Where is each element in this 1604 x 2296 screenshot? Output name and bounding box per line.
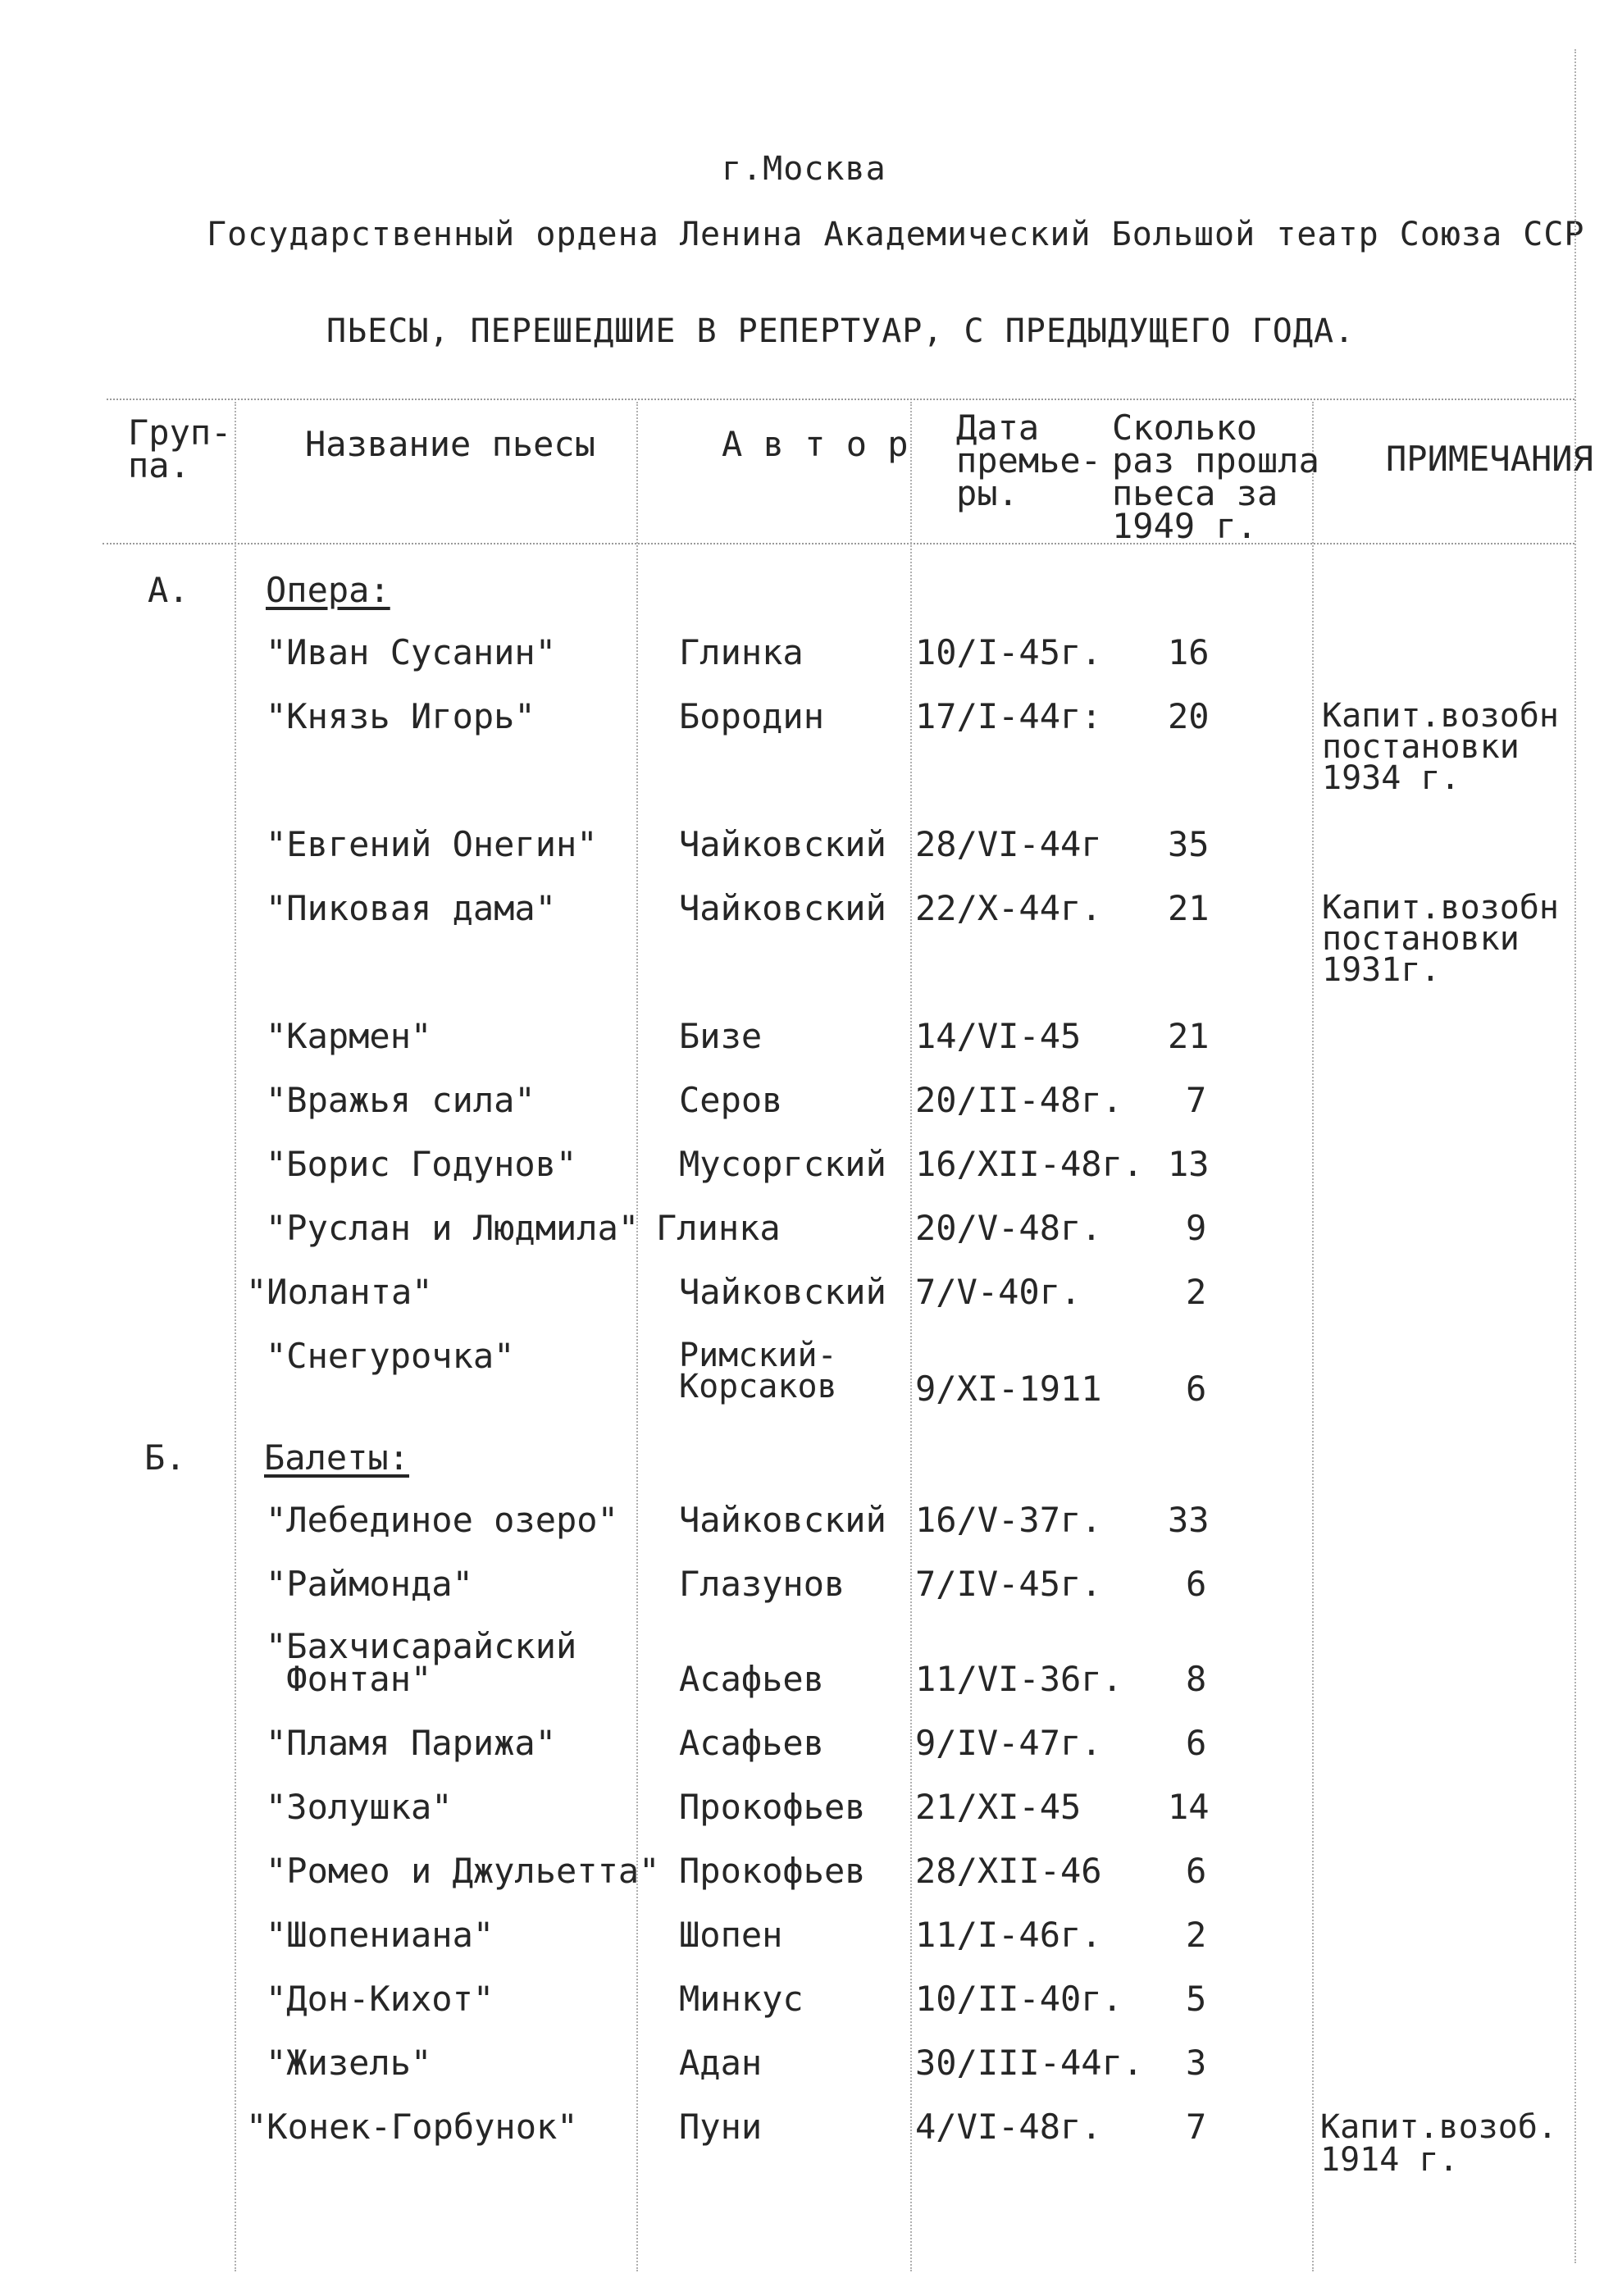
performance-count: 13 [1168, 1144, 1210, 1184]
premiere-date: 28/VI-44г [915, 824, 1102, 864]
table-top-rule [107, 399, 1574, 400]
premiere-date: 4/VI-48г. [915, 2107, 1102, 2147]
play-author: Бородин [679, 696, 825, 736]
premiere-date: 14/VI-45 [915, 1016, 1082, 1056]
performance-count: 7 [1186, 1080, 1207, 1120]
play-author: Чайковский [679, 1500, 886, 1540]
play-title: "Евгений Онегин" [266, 824, 598, 864]
premiere-date: 11/I-46г. [915, 1915, 1102, 1955]
play-title: "Раймонда" [266, 1564, 473, 1604]
performance-count: 8 [1186, 1659, 1207, 1699]
play-title: "Кармен" [266, 1016, 432, 1056]
play-title: "Шопениана" [266, 1915, 494, 1955]
premiere-date: 20/II-48г. [915, 1080, 1123, 1120]
performance-count: 21 [1168, 888, 1210, 928]
play-title: "Иоланта" [246, 1272, 433, 1312]
column-header-notes: ПРИМЕЧАНИЯ [1386, 439, 1593, 479]
play-title: "Ромео и Джульетта" [266, 1851, 660, 1891]
performance-count: 6 [1186, 1851, 1207, 1891]
performance-count: 7 [1186, 2107, 1207, 2147]
play-title: "Борис Годунов" [266, 1144, 577, 1184]
column-header-premiere: Дата премье- ры. [956, 408, 1102, 513]
document-title: ПЬЕСЫ, ПЕРЕШЕДШИЕ В РЕПЕРТУАР, С ПРЕДЫДУЩЕГО ГОДА. [326, 312, 1356, 350]
premiere-date: 20/V-48г. [915, 1208, 1102, 1248]
premiere-date: 28/XII-46 [915, 1851, 1102, 1891]
play-author: Глазунов [679, 1564, 845, 1604]
play-author: Чайковский [679, 888, 886, 928]
play-author: Серов [679, 1080, 783, 1120]
column-header-title: Название пьесы [305, 424, 596, 464]
premiere-date: 7/V-40г. [915, 1272, 1082, 1312]
column-header-count: Сколько раз прошла пьеса за 1949 г. [1112, 408, 1319, 546]
performance-count: 5 [1186, 1979, 1207, 2019]
performance-count: 14 [1168, 1787, 1210, 1827]
column-divider-2 [636, 402, 638, 2271]
premiere-date: 9/IV-47г. [915, 1723, 1102, 1763]
city: г.Москва [722, 150, 886, 188]
note: Капит.возобн постановки 1931г. [1322, 889, 1559, 989]
play-author: Чайковский [679, 1272, 886, 1312]
play-author: Глинка [656, 1208, 781, 1248]
premiere-date: 16/XII-48г. [915, 1144, 1144, 1184]
play-author: Бизе [679, 1016, 763, 1056]
performance-count: 35 [1168, 824, 1210, 864]
play-author: Глинка [679, 632, 804, 672]
play-title: "Снегурочка" [266, 1336, 515, 1376]
play-title: "Руслан и Людмила" [266, 1208, 640, 1248]
play-title: "Князь Игорь" [266, 696, 535, 736]
performance-count: 21 [1168, 1016, 1210, 1056]
play-title: "Иван Сусанин" [266, 632, 557, 672]
performance-count: 6 [1186, 1723, 1207, 1763]
right-edge-rule [1574, 49, 1576, 2263]
column-divider-4 [1312, 402, 1314, 2271]
column-header-group: Груп- па. [128, 412, 232, 485]
performance-count: 9 [1186, 1208, 1207, 1248]
play-title: "Дон-Кихот" [266, 1979, 494, 2019]
performance-count: 20 [1168, 696, 1210, 736]
play-title: "Золушка" [266, 1787, 453, 1827]
performance-count: 6 [1186, 1564, 1207, 1604]
play-title: "Пламя Парижа" [266, 1723, 557, 1763]
premiere-date: 30/III-44г. [915, 2043, 1144, 2083]
column-divider-3 [910, 402, 912, 2271]
play-author: Асафьев [679, 1659, 825, 1699]
column-header-author: А в т о р [722, 424, 909, 464]
premiere-date: 11/VI-36г. [915, 1659, 1123, 1699]
play-title: "Конек-Горбунок" [246, 2107, 578, 2147]
play-title: "Бахчисарайский Фонтан" [266, 1626, 577, 1699]
premiere-date: 16/V-37г. [915, 1500, 1102, 1540]
group-letter-b: Б. [144, 1437, 186, 1478]
premiere-date: 21/XI-45 [915, 1787, 1082, 1827]
play-author: Минкус [679, 1979, 804, 2019]
performance-count: 6 [1186, 1369, 1207, 1409]
play-author: Мусоргский [679, 1144, 886, 1184]
performance-count: 16 [1168, 632, 1210, 672]
group-name-opera: Опера: [266, 570, 390, 610]
premiere-date: 10/II-40г. [915, 1979, 1123, 2019]
group-letter-a: А. [148, 570, 189, 610]
note: Капит.возоб. 1914 г. [1320, 2108, 1557, 2179]
play-author: Адан [679, 2043, 763, 2083]
performance-count: 33 [1168, 1500, 1210, 1540]
play-author: Прокофьев [679, 1787, 866, 1827]
play-author: Асафьев [679, 1723, 825, 1763]
column-divider-1 [235, 402, 236, 2271]
performance-count: 2 [1186, 1272, 1207, 1312]
theatre-name: Государственный ордена Ленина Академический Большой театр Союза ССР [207, 216, 1585, 253]
play-author: Шопен [679, 1915, 783, 1955]
performance-count: 3 [1186, 2043, 1207, 2083]
header-bottom-rule [103, 543, 1574, 544]
play-author: Римский- Корсаков [679, 1337, 837, 1405]
play-author: Чайковский [679, 824, 886, 864]
premiere-date: 7/IV-45г. [915, 1564, 1102, 1604]
premiere-date: 22/X-44г. [915, 888, 1102, 928]
performance-count: 2 [1186, 1915, 1207, 1955]
premiere-date: 9/XI-1911 [915, 1369, 1102, 1409]
note: Капит.возобн постановки 1934 г. [1322, 697, 1559, 797]
play-title: "Лебединое озеро" [266, 1500, 618, 1540]
play-author: Прокофьев [679, 1851, 866, 1891]
group-name-ballet: Балеты: [264, 1437, 410, 1478]
play-title: "Вражья сила" [266, 1080, 535, 1120]
play-author: Пуни [679, 2107, 763, 2147]
premiere-date: 10/I-45г. [915, 632, 1102, 672]
play-title: "Пиковая дама" [266, 888, 557, 928]
premiere-date: 17/I-44г: [915, 696, 1102, 736]
play-title: "Жизель" [266, 2043, 432, 2083]
